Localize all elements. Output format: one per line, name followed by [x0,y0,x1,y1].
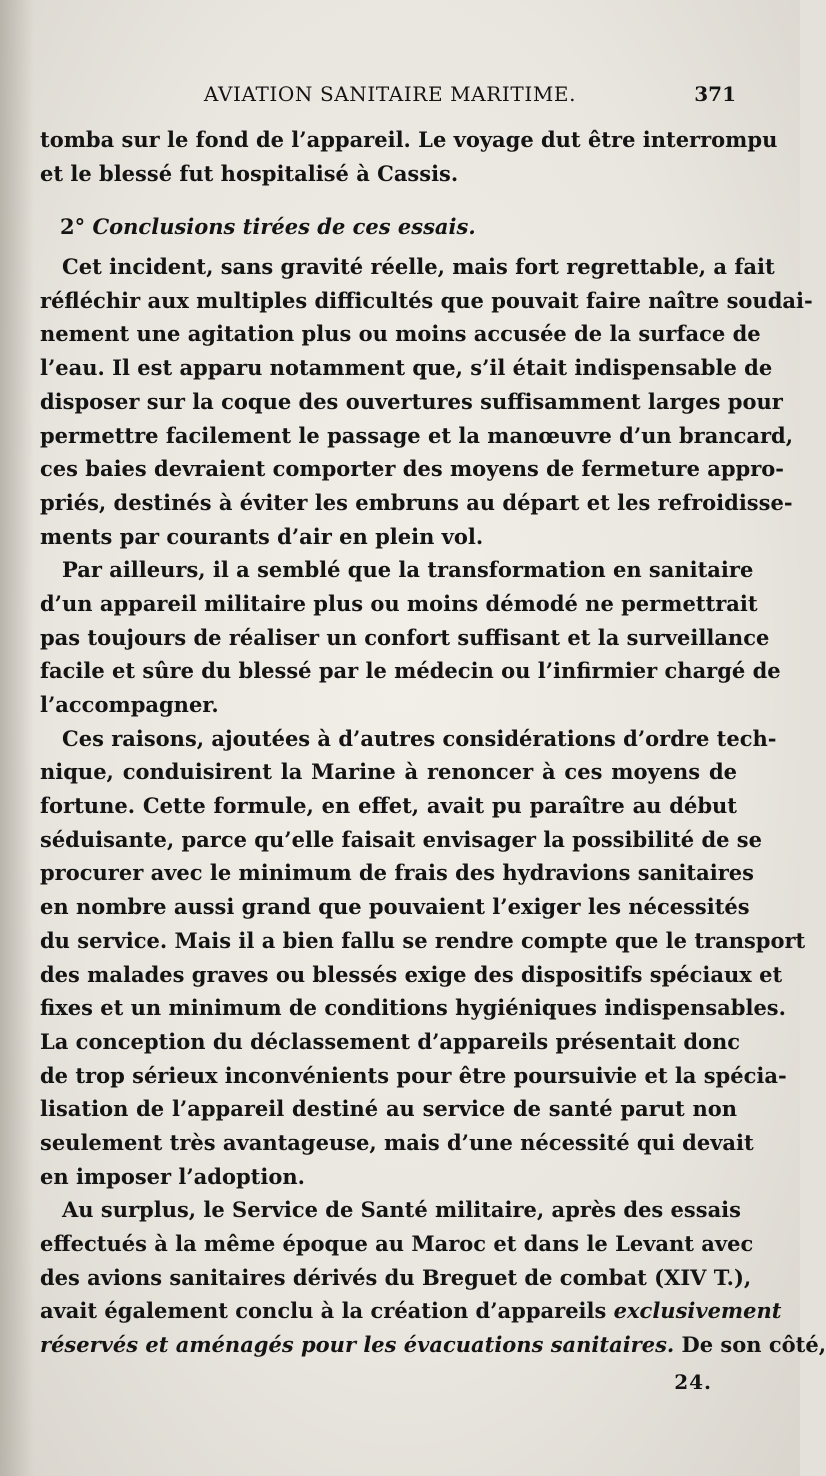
signature-mark: 24. [674,1370,712,1394]
text-line: des malades graves ou blessés exige des dispositifs spéciaux et [40,961,783,987]
page-number: 371 [694,82,736,106]
text-run: De son côté, [674,1332,826,1358]
running-header [40,80,740,110]
section-title: Conclusions tirées de ces essais. [92,214,476,240]
text-line: l’accompagner. [40,692,219,717]
text-line: séduisante, parce qu’elle faisait envisager la possibilité de se [40,826,762,852]
text-line: et le blessé fut hospitalisé à Cassis. [40,160,459,186]
text-line: fortune. Cette formule, en effet, avait pu paraître au début [40,793,737,819]
text-line: en nombre aussi grand que pouvaient l’exiger les nécessités [40,894,750,920]
text-line: procurer avec le minimum de frais des hydravions sanitaires [40,860,754,886]
text-line: pas toujours de réaliser un confort suffisant et la surveillance [40,624,770,650]
text-line: ces baies devraient comporter des moyens de fermeture appro- [40,456,785,482]
text-line: en imposer l’adoption. [40,1163,305,1189]
text-line: effectués à la même époque au Maroc et dans le Levant avec [40,1231,754,1256]
text-line: Cet incident, sans gravité réelle, mais fort regrettable, a fait [62,254,775,280]
text-line: Par ailleurs, il a semblé que la transformation en sanitaire [62,557,754,583]
text-line: La conception du déclassement d’appareils présentait donc [40,1028,741,1054]
text-line [40,1294,782,1328]
text-line: réfléchir aux multiples difficultés que pouvait faire naître soudai- [40,287,813,313]
text-line: des avions sanitaires dérivés du Breguet de combat (XIV T.), [40,1264,752,1290]
body-text [40,123,826,1362]
text-line: ments par courants d’air en plein vol. [40,523,484,549]
text-line: seulement très avantageuse, mais d’une nécessité qui devait [40,1129,754,1155]
text-run: avait également conclu à la création d’appareils [40,1298,614,1324]
text-line: disposer sur la coque des ouvertures suffisamment larges pour [40,388,783,414]
running-title: AVIATION SANITAIRE MARITIME. [203,82,577,106]
text-line: l’eau. Il est apparu notamment que, s’il était indispensable de [40,355,773,381]
text-line: nement une agitation plus ou moins accusée de la surface de [40,321,761,347]
text-line: d’un appareil militaire plus ou moins démodé ne permettrait [40,590,758,616]
section-number: 2° [60,214,86,240]
text-line: du service. Mais il a bien fallu se rendre compte que le transport [40,927,806,953]
text-line: Au surplus, le Service de Santé militaire, après des essais [62,1197,741,1223]
text-line: Ces raisons, ajoutées à d’autres considérations d’ordre tech- [62,725,777,751]
section-heading [40,210,737,244]
text-line: priés, destinés à éviter les embruns au départ et les refroidisse- [40,489,793,515]
text-line: lisation de l’appareil destiné au service de santé parut non [40,1096,737,1122]
text-line: tomba sur le fond de l’appareil. Le voyage dut être interrompu [40,127,778,152]
text-line: permettre facilement le passage et la manœuvre d’un brancard, [40,422,794,448]
text-line [40,1328,826,1362]
text-line: fixes et un minimum de conditions hygiéniques indispensables. [40,995,786,1021]
emphasis-run: réservés et aménagés pour les évacuations sanitaires. [40,1332,675,1358]
text-line: nique, conduisirent la Marine à renoncer à ces moyens de [40,759,737,785]
text-line: facile et sûre du blessé par le médecin ou l’infirmier chargé de [40,658,781,684]
emphasis-run: exclusivement [613,1298,782,1324]
text-line: de trop sérieux inconvénients pour être poursuivie et la spécia- [40,1062,787,1088]
